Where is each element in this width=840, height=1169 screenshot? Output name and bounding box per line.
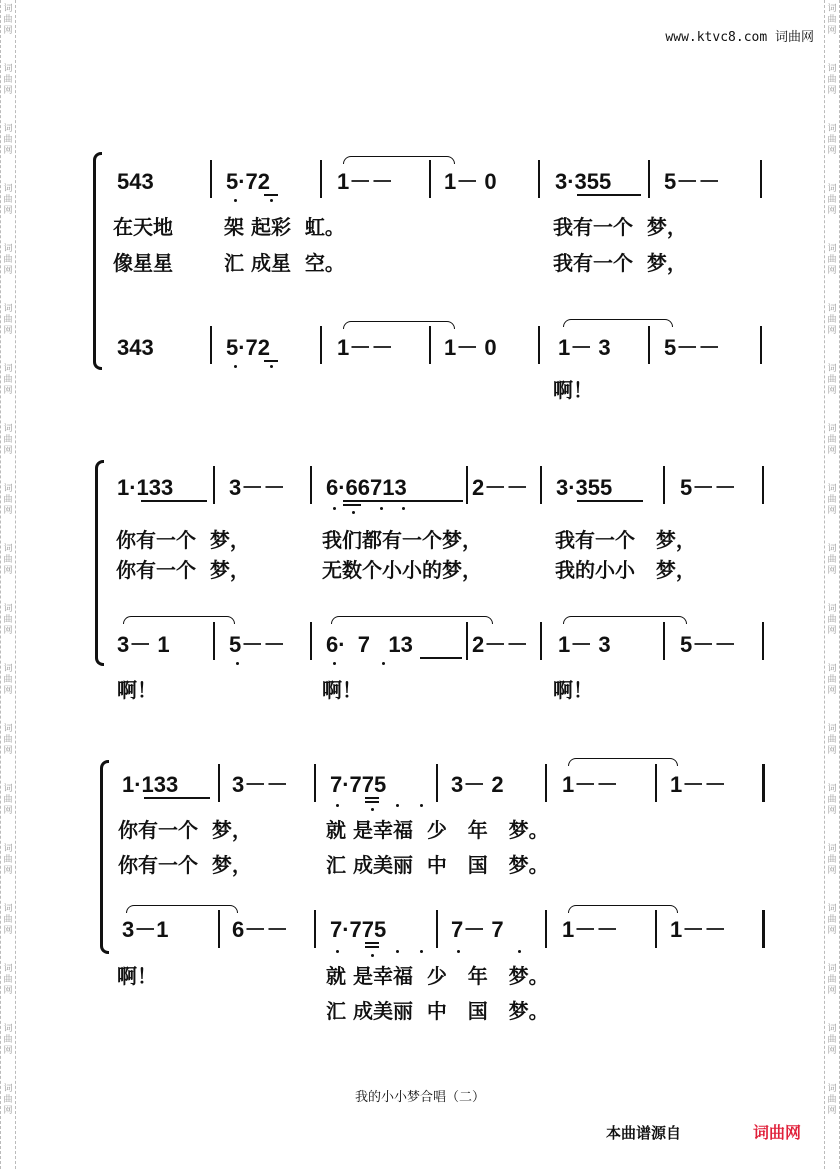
side-watermark-text: 词 曲 网: [827, 784, 837, 816]
side-watermark-text: 词 曲 网: [3, 544, 13, 576]
tie: [568, 905, 678, 913]
note-group: 1－ 3: [558, 335, 611, 360]
lyric: 像星星: [113, 251, 173, 275]
barline: [213, 622, 215, 660]
octave-dot: [333, 507, 336, 510]
note-group: 3－ 1: [117, 632, 170, 657]
barline: [663, 466, 665, 504]
note-group: 5－－: [664, 335, 721, 360]
octave-dot: [371, 808, 374, 811]
final-barline: [762, 910, 765, 948]
underline: [365, 946, 379, 948]
underline: [264, 360, 278, 362]
barline: [760, 326, 762, 364]
side-watermark-text: 词 曲 网: [3, 4, 13, 36]
underline: [264, 194, 278, 196]
lyric: 我有一个 梦，: [555, 528, 696, 552]
side-watermark-text: 词 曲 网: [827, 604, 837, 636]
octave-dot: [270, 365, 273, 368]
note-group: 2－－: [472, 632, 529, 657]
side-watermark-text: 词 曲 网: [827, 904, 837, 936]
side-watermark-text: 词 曲 网: [3, 784, 13, 816]
system-brace: [93, 152, 102, 370]
side-watermark-text: 词 曲 网: [827, 124, 837, 156]
barline: [762, 466, 764, 504]
tie: [123, 616, 235, 624]
final-barline: [762, 764, 765, 802]
side-watermark-text: 词 曲 网: [3, 424, 13, 456]
octave-dot: [336, 950, 339, 953]
barline: [762, 622, 764, 660]
side-watermark-text: 词 曲 网: [827, 4, 837, 36]
tie: [331, 616, 493, 624]
octave-dot: [420, 950, 423, 953]
side-watermark-text: 词 曲 网: [3, 724, 13, 756]
note-group: 7·775: [330, 917, 387, 942]
side-watermark-text: 词 曲 网: [827, 544, 837, 576]
side-watermark-text: 词 曲 网: [3, 64, 13, 96]
site-logo[interactable]: 词曲网: [753, 1123, 802, 1142]
octave-dot: [380, 507, 383, 510]
side-watermark-text: 词 曲 网: [3, 184, 13, 216]
note-group: 5－－: [680, 475, 737, 500]
lyric: 在天地: [113, 215, 173, 239]
barline: [320, 160, 322, 198]
underline: [144, 797, 210, 799]
note-group: 5－－: [664, 169, 721, 194]
underline: [420, 657, 462, 659]
note-group: 3－－: [232, 772, 289, 797]
barline: [760, 160, 762, 198]
barline: [429, 326, 431, 364]
side-watermark-text: 词 曲 网: [3, 1024, 13, 1056]
barline: [545, 764, 547, 802]
tie: [568, 758, 678, 766]
octave-dot: [396, 804, 399, 807]
octave-dot: [396, 950, 399, 953]
note-group: 6·66713: [326, 475, 407, 500]
barline: [538, 160, 540, 198]
note-group: 2－－: [472, 475, 529, 500]
barline: [213, 466, 215, 504]
note-group: 1－－: [562, 772, 619, 797]
side-watermark-text: 词 曲 网: [827, 304, 837, 336]
note-group: 5·72: [226, 169, 271, 194]
lyric: 啊！: [117, 678, 157, 702]
underline: [577, 194, 641, 196]
barline: [466, 622, 468, 660]
lyric: 你有一个 梦，: [116, 528, 250, 552]
side-watermark-text: 词 曲 网: [3, 484, 13, 516]
octave-dot: [333, 662, 336, 665]
side-watermark-text: 词 曲 网: [3, 604, 13, 636]
lyric: 就 是幸福 少 年 梦。: [326, 818, 549, 842]
note-group: 3－－: [229, 475, 286, 500]
side-watermark-text: 词 曲 网: [827, 724, 837, 756]
side-watermark-text: 词 曲 网: [3, 304, 13, 336]
lyric: 就 是幸福 少 年 梦。: [326, 964, 549, 988]
barline: [310, 622, 312, 660]
note-group: 1·133: [122, 772, 179, 797]
lyric: 你有一个 梦，: [118, 853, 252, 877]
side-watermark-text: 词 曲 网: [827, 964, 837, 996]
side-watermark-text: 词 曲 网: [827, 184, 837, 216]
octave-dot: [270, 199, 273, 202]
side-watermark-text: 词 曲 网: [3, 124, 13, 156]
side-watermark-text: 词 曲 网: [827, 244, 837, 276]
system-brace: [95, 460, 104, 666]
note-group: 343: [117, 335, 154, 360]
octave-dot: [457, 950, 460, 953]
barline: [466, 466, 468, 504]
note-group: 3－1: [122, 917, 169, 942]
octave-dot: [234, 365, 237, 368]
site-url[interactable]: www.ktvc8.com 词曲网: [665, 30, 814, 45]
note-group: 1－ 0: [444, 335, 497, 360]
lyric: 你有一个 梦，: [116, 558, 250, 582]
lyric: 汇 成美丽 中 国 梦。: [326, 999, 549, 1023]
tie: [343, 321, 455, 329]
tie: [343, 156, 455, 164]
octave-dot: [234, 199, 237, 202]
note-group: 1－－: [670, 917, 727, 942]
lyric: 架 起彩 虹。: [224, 215, 345, 239]
side-watermark-text: 词 曲 网: [827, 1084, 837, 1116]
note-group: 5－－: [229, 632, 286, 657]
barline: [538, 326, 540, 364]
lyric: 我有一个 梦，: [553, 215, 687, 239]
barline: [540, 622, 542, 660]
note-group: 3－ 2: [451, 772, 504, 797]
note-group: 3·355: [555, 169, 612, 194]
barline: [210, 160, 212, 198]
note-group: 6· 7 13: [326, 632, 413, 657]
lyric: 你有一个 梦，: [118, 818, 252, 842]
note-group: 5·72: [226, 335, 271, 360]
side-watermark-text: 词 曲 网: [3, 844, 13, 876]
side-watermark-text: 词 曲 网: [827, 424, 837, 456]
lyric: 汇 成星 空。: [224, 251, 345, 275]
side-watermark-text: 词 曲 网: [3, 964, 13, 996]
lyric: 啊！: [553, 678, 593, 702]
side-watermark-text: 词 曲 网: [3, 664, 13, 696]
lyric: 我的小小 梦，: [555, 558, 696, 582]
lyric: 汇 成美丽 中 国 梦。: [326, 853, 549, 877]
page-caption: 我的小小梦合唱（二）: [354, 1090, 485, 1105]
note-group: 1－－: [337, 169, 394, 194]
note-group: 5－－: [680, 632, 737, 657]
lyric: 无数个小小的梦，: [322, 558, 482, 582]
underline: [365, 797, 379, 799]
tie: [563, 616, 687, 624]
octave-dot: [420, 804, 423, 807]
note-group: 1－－: [562, 917, 619, 942]
note-group: 543: [117, 169, 154, 194]
barline: [210, 326, 212, 364]
barline: [436, 764, 438, 802]
lyric: 我们都有一个梦，: [322, 528, 482, 552]
note-group: 3·355: [556, 475, 613, 500]
octave-dot: [518, 950, 521, 953]
barline: [655, 910, 657, 948]
underline: [365, 801, 379, 803]
note-group: 7－ 7: [451, 917, 504, 942]
octave-dot: [371, 954, 374, 957]
underline: [365, 942, 379, 944]
side-watermark-text: 词 曲 网: [827, 1024, 837, 1056]
lyric: 啊！: [322, 678, 362, 702]
octave-dot: [236, 662, 239, 665]
side-watermark-text: 词 曲 网: [827, 844, 837, 876]
lyric: 啊！: [117, 964, 157, 988]
octave-dot: [402, 507, 405, 510]
system-brace: [100, 760, 109, 954]
underline: [343, 500, 463, 502]
side-watermark-text: 词 曲 网: [3, 904, 13, 936]
note-group: 1－－: [670, 772, 727, 797]
barline: [663, 622, 665, 660]
barline: [540, 466, 542, 504]
side-watermark-text: 词 曲 网: [3, 244, 13, 276]
barline: [648, 160, 650, 198]
octave-dot: [352, 511, 355, 514]
note-group: 1－－: [337, 335, 394, 360]
barline: [218, 910, 220, 948]
lyric: 啊！: [553, 378, 593, 402]
barline: [655, 764, 657, 802]
tie: [563, 319, 673, 327]
side-watermark-text: 词 曲 网: [3, 364, 13, 396]
side-watermark-text: 词 曲 网: [827, 664, 837, 696]
note-group: 7·775: [330, 772, 387, 797]
barline: [314, 764, 316, 802]
barline: [648, 326, 650, 364]
barline: [429, 160, 431, 198]
barline: [436, 910, 438, 948]
note-group: 6－－: [232, 917, 289, 942]
side-watermark-text: 词 曲 网: [3, 1084, 13, 1116]
underline: [343, 504, 361, 506]
barline: [320, 326, 322, 364]
side-watermark-text: 词 曲 网: [827, 64, 837, 96]
barline: [218, 764, 220, 802]
side-watermark-text: 词 曲 网: [827, 484, 837, 516]
note-group: 1－ 0: [444, 169, 497, 194]
underline: [141, 500, 207, 502]
note-group: 1·133: [117, 475, 174, 500]
tie: [126, 905, 238, 913]
octave-dot: [382, 662, 385, 665]
side-watermark-text: 词 曲 网: [827, 364, 837, 396]
barline: [314, 910, 316, 948]
lyric: 我有一个 梦，: [553, 251, 687, 275]
barline: [545, 910, 547, 948]
source-label: 本曲谱源自: [606, 1124, 682, 1142]
barline: [310, 466, 312, 504]
octave-dot: [336, 804, 339, 807]
note-group: 1－ 3: [558, 632, 611, 657]
underline: [577, 500, 643, 502]
